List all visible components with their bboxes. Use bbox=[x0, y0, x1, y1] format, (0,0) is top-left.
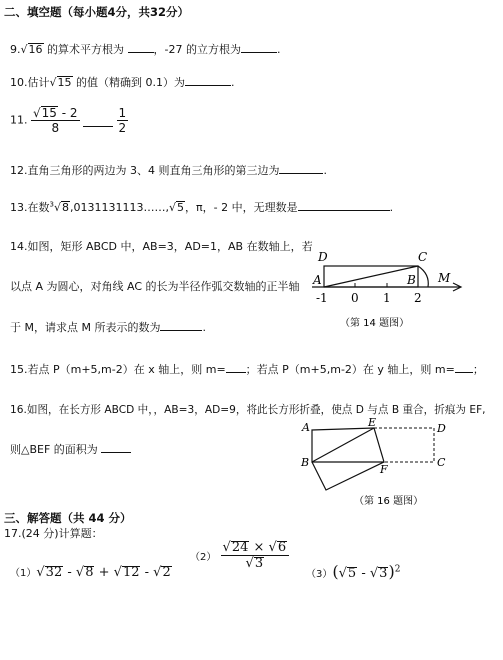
q15-blank-1[interactable] bbox=[226, 361, 246, 373]
question-11 bbox=[10, 106, 128, 135]
label-c: C bbox=[437, 456, 446, 469]
q17-part-2 bbox=[190, 540, 289, 571]
q11-fraction-1: $\frac{√15 - 2}{8}$ bbox=[33, 106, 78, 135]
q17-p1-rad-1: 32 bbox=[45, 565, 63, 580]
q16-line-2-text: 则△BEF 的面积为 bbox=[10, 443, 98, 456]
q11-fraction-2 bbox=[117, 106, 129, 135]
q14-blank[interactable] bbox=[160, 319, 202, 331]
folded-flap bbox=[312, 462, 384, 490]
diagonal-ac bbox=[324, 266, 418, 287]
q15-text-1: 15.若点 P（m+5,m-2）在 x 轴上，则 m= bbox=[10, 363, 226, 376]
q17-part-3: （3）(√5 - √3)$^2$ bbox=[306, 562, 401, 581]
label-d: D bbox=[318, 250, 328, 264]
arc-cm bbox=[418, 266, 428, 287]
q11-num-tail: - 2 bbox=[57, 106, 78, 120]
q15-end: ； bbox=[472, 363, 484, 376]
q15-blank-2[interactable] bbox=[455, 361, 473, 373]
q9-radicand: 16 bbox=[28, 43, 43, 56]
q17-part-1: （1）√32 - √8 + √12 - √2 bbox=[10, 565, 171, 580]
q17-p1-rad-3: 12 bbox=[122, 565, 140, 580]
q17-p1-rad-4: 2 bbox=[162, 565, 171, 580]
q9-end: . bbox=[276, 43, 281, 56]
q13-text-1: ,0131131113……, bbox=[69, 201, 169, 214]
q13-end: . bbox=[389, 201, 394, 214]
question-12 bbox=[10, 162, 327, 178]
q17-p1-label: （1） bbox=[10, 568, 37, 579]
q17-p2-num-rad-2: 6 bbox=[277, 540, 287, 555]
label-c: C bbox=[418, 250, 428, 264]
q17-p1-rad-2: 8 bbox=[85, 565, 94, 580]
question-13: 13.在数$^3$√8,0131131113……,√5，π，- 2 中，无理数是 . bbox=[10, 200, 394, 214]
q13-cube-radicand: 8 bbox=[61, 201, 69, 214]
section-three-title: 三、解答题（共 44 分） bbox=[4, 511, 132, 525]
tick-label-1: 1 bbox=[383, 291, 391, 305]
label-a: A bbox=[313, 273, 322, 287]
q11-denominator: 8 bbox=[51, 121, 60, 135]
question-10: 10.估计√15 的值（精确到 0.1）为 . bbox=[10, 76, 235, 89]
q17-p2-den-rad: 3 bbox=[254, 556, 264, 571]
tick-label-0: 0 bbox=[351, 291, 359, 305]
q17-p3-exponent: 2 bbox=[394, 564, 401, 575]
label-f: F bbox=[380, 463, 388, 476]
question-9: 9.√16 的算术平方根为 ，-27 的立方根为 . bbox=[10, 43, 281, 56]
label-d: D bbox=[437, 422, 446, 435]
tick-label-minus-1: -1 bbox=[316, 291, 328, 305]
tick-label-2: 2 bbox=[414, 291, 422, 305]
figure-14 bbox=[300, 244, 470, 334]
q13-cube-index: 3 bbox=[49, 200, 54, 209]
q10-blank[interactable] bbox=[185, 74, 231, 86]
q15-text-2: ；若点 P（m+5,m-2）在 y 轴上，则 m= bbox=[245, 363, 455, 376]
q9-blank-1[interactable] bbox=[128, 41, 154, 53]
label-m: M bbox=[438, 271, 451, 285]
q9-blank-2[interactable] bbox=[241, 41, 277, 53]
segment-be bbox=[312, 428, 374, 462]
figure-16 bbox=[296, 418, 456, 508]
q13-blank[interactable] bbox=[298, 199, 390, 211]
label-b: B bbox=[407, 273, 416, 287]
q14-line-2: 以点 A 为圆心，对角线 AC 的长为半径作弧交数轴的正半轴 bbox=[10, 280, 300, 293]
q17-p3-rad-2: 3 bbox=[379, 566, 388, 581]
q10-radicand: 15 bbox=[57, 76, 72, 89]
question-15 bbox=[10, 361, 484, 377]
label-e: E bbox=[368, 418, 377, 429]
q17-p3-label: （3） bbox=[306, 569, 333, 580]
q11-frac2-num: 1 bbox=[118, 106, 127, 120]
q11-frac2-den: 2 bbox=[118, 121, 127, 135]
q16-line-1: 16.如图，在长方形 ABCD 中，，AB=3，AD=9，将此长方形折叠，使点 D 与点 B 重合，折痕为 EF, bbox=[10, 404, 486, 416]
q14-line-3-text: 于 M，请求点 M 所表示的数为 bbox=[10, 321, 161, 334]
q11-lead: 11. bbox=[10, 113, 28, 127]
q12-blank[interactable] bbox=[279, 162, 323, 174]
q10-lead: 10.估计 bbox=[10, 76, 50, 89]
q17-lead: 17.(24 分)计算题： bbox=[4, 527, 103, 540]
q12-text: 12.直角三角形的两边为 3、4 则直角三角形的第三边为 bbox=[10, 164, 280, 177]
label-b: B bbox=[301, 456, 310, 469]
q11-num-radicand: 15 bbox=[41, 106, 57, 120]
figure-14-caption: （第 14 题图） bbox=[340, 318, 410, 329]
figure-16-caption: （第 16 题图） bbox=[354, 496, 424, 507]
q9-lead: 9. bbox=[10, 43, 21, 56]
q13-sqrt-radicand: 5 bbox=[176, 201, 184, 214]
q9-text-2: ，-27 的立方根为 bbox=[153, 43, 241, 56]
q13-text-2: ，π，- 2 中，无理数是 bbox=[184, 201, 298, 214]
rectangle-left-part bbox=[312, 428, 384, 462]
q17-p3-rad-1: 5 bbox=[347, 566, 357, 581]
q9-text-1: 的算术平方根为 bbox=[43, 43, 128, 56]
q10-end: . bbox=[231, 76, 235, 89]
label-a: A bbox=[302, 421, 310, 434]
q16-blank[interactable] bbox=[101, 441, 131, 453]
q17-p2-label: （2） bbox=[190, 552, 217, 563]
q14-line-1: 14.如图，矩形 ABCD 中，AB=3，AD=1，AB 在数轴上，若 bbox=[10, 240, 313, 253]
q13-lead: 13.在数 bbox=[10, 201, 50, 214]
q16-line-2 bbox=[10, 441, 131, 457]
q12-end: . bbox=[323, 164, 327, 177]
q14-end: . bbox=[202, 321, 206, 334]
q17-p2-num-rad-1: 24 bbox=[231, 540, 249, 555]
section-two-title: 二、填空题（每小题4分，共32分） bbox=[4, 5, 190, 19]
q10-text: 的值（精确到 0.1）为 bbox=[72, 76, 186, 89]
q14-line-3 bbox=[10, 319, 206, 335]
q17-p2-fraction: $\frac{√24 \times √6}{√3}$ bbox=[221, 540, 290, 571]
q17-p2-times: × bbox=[253, 540, 265, 555]
q11-blank[interactable] bbox=[83, 115, 113, 127]
